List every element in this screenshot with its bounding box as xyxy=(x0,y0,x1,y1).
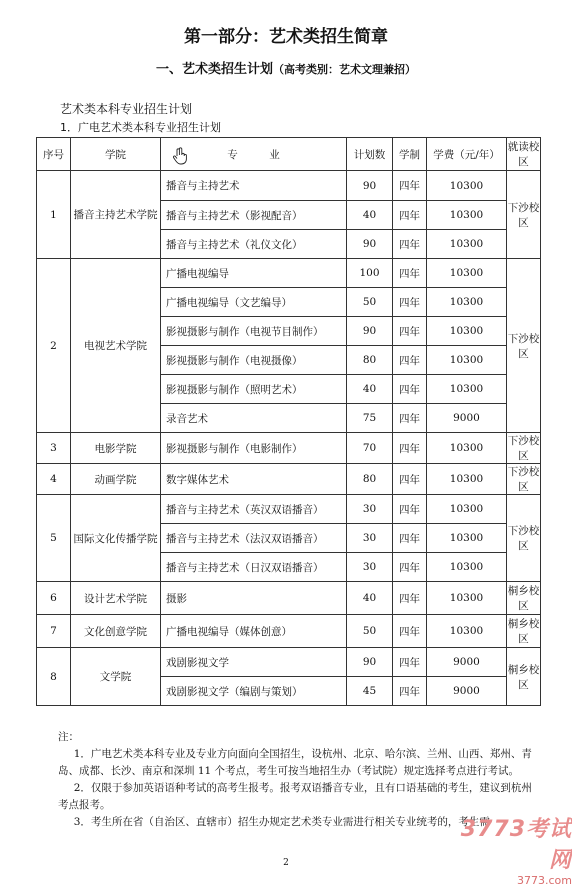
subtitle-main: 一、艺术类招生计划 xyxy=(155,62,273,77)
cell-major: 播音与主持艺术（影视配音） xyxy=(161,201,347,230)
cell-plan: 30 xyxy=(347,524,393,553)
cell-plan: 90 xyxy=(347,171,393,201)
cell-major: 播音与主持艺术（法汉双语播音） xyxy=(161,524,347,553)
cell-plan: 70 xyxy=(347,433,393,464)
cell-fee: 10300 xyxy=(427,524,507,553)
cell-fee: 10300 xyxy=(427,230,507,259)
table-row xyxy=(37,648,541,677)
hand-cursor-icon xyxy=(172,147,188,165)
cell-years: 四年 xyxy=(393,259,427,288)
cell-years: 四年 xyxy=(393,404,427,433)
cell-years: 四年 xyxy=(393,495,427,524)
cell-plan: 90 xyxy=(347,317,393,346)
cell-no: 1 xyxy=(37,171,71,259)
cell-years: 四年 xyxy=(393,582,427,615)
enrollment-plan-table xyxy=(36,137,541,706)
subsection-heading: 1．广电艺术类本科专业招生计划 xyxy=(60,121,221,134)
cell-years: 四年 xyxy=(393,464,427,495)
cell-years: 四年 xyxy=(393,433,427,464)
cell-fee: 9000 xyxy=(427,404,507,433)
table-row xyxy=(37,171,541,201)
cell-college: 动画学院 xyxy=(71,464,161,495)
table-row xyxy=(37,495,541,524)
cell-campus: 下沙校区 xyxy=(507,171,541,259)
header-plan: 计划数 xyxy=(347,138,393,171)
cell-college: 文化创意学院 xyxy=(71,615,161,648)
cell-plan: 100 xyxy=(347,259,393,288)
cell-campus: 下沙校区 xyxy=(507,259,541,433)
header-fee: 学费（元/年） xyxy=(427,138,507,171)
cell-plan: 90 xyxy=(347,648,393,677)
cell-major: 影视摄影与制作（照明艺术） xyxy=(161,375,347,404)
cell-years: 四年 xyxy=(393,553,427,582)
cell-major: 播音与主持艺术（英汉双语播音） xyxy=(161,495,347,524)
cell-fee: 10300 xyxy=(427,317,507,346)
cell-years: 四年 xyxy=(393,171,427,201)
watermark xyxy=(452,812,572,887)
header-campus: 就读校区 xyxy=(507,138,541,171)
cell-plan: 40 xyxy=(347,201,393,230)
header-years: 学制 xyxy=(393,138,427,171)
cell-years: 四年 xyxy=(393,201,427,230)
cell-fee: 10300 xyxy=(427,171,507,201)
cell-major: 影视摄影与制作（电视摄像） xyxy=(161,346,347,375)
cell-campus: 桐乡校区 xyxy=(507,648,541,706)
page-title: 第一部分：艺术类招生简章 xyxy=(184,27,388,47)
cell-major: 摄影 xyxy=(161,582,347,615)
cell-campus: 桐乡校区 xyxy=(507,615,541,648)
cell-no: 4 xyxy=(37,464,71,495)
cell-major: 播音与主持艺术（日汉双语播音） xyxy=(161,553,347,582)
cell-plan: 80 xyxy=(347,464,393,495)
cell-major: 播音与主持艺术（礼仪文化） xyxy=(161,230,347,259)
cell-fee: 10300 xyxy=(427,433,507,464)
table-header-row xyxy=(37,138,541,171)
cell-college: 播音主持艺术学院 xyxy=(71,171,161,259)
cell-years: 四年 xyxy=(393,677,427,706)
cell-major: 播音与主持艺术 xyxy=(161,171,347,201)
cell-years: 四年 xyxy=(393,648,427,677)
cell-no: 2 xyxy=(37,259,71,433)
page-number: 2 xyxy=(283,858,289,868)
subtitle-paren: （高考类别：艺术文理兼招） xyxy=(273,63,416,76)
cell-years: 四年 xyxy=(393,524,427,553)
section-heading: 艺术类本科专业招生计划 xyxy=(60,102,193,116)
cell-major: 影视摄影与制作（电视节目制作） xyxy=(161,317,347,346)
cell-plan: 45 xyxy=(347,677,393,706)
table-row xyxy=(37,259,541,288)
cell-no: 7 xyxy=(37,615,71,648)
cell-plan: 75 xyxy=(347,404,393,433)
cell-fee: 10300 xyxy=(427,375,507,404)
cell-college: 电视艺术学院 xyxy=(71,259,161,433)
cell-fee: 10300 xyxy=(427,615,507,648)
note-3: 3．考生所在省（自治区、直辖市）招生办规定艺术类专业需进行相关专业统考的，考生需 xyxy=(73,816,490,828)
cell-no: 8 xyxy=(37,648,71,706)
cell-no: 3 xyxy=(37,433,71,464)
cell-college: 文学院 xyxy=(71,648,161,706)
cell-major: 戏剧影视文学 xyxy=(161,648,347,677)
cell-plan: 40 xyxy=(347,375,393,404)
cell-years: 四年 xyxy=(393,230,427,259)
cell-fee: 10300 xyxy=(427,259,507,288)
cell-major: 广播电视编导 xyxy=(161,259,347,288)
cell-college: 电影学院 xyxy=(71,433,161,464)
cell-major: 影视摄影与制作（电影制作） xyxy=(161,433,347,464)
cell-fee: 10300 xyxy=(427,464,507,495)
cell-fee: 10300 xyxy=(427,346,507,375)
watermark-brand: 3773考试网 xyxy=(460,817,572,873)
cell-fee: 9000 xyxy=(427,648,507,677)
subtitle xyxy=(0,58,572,77)
header-no: 序号 xyxy=(37,138,71,171)
cell-major: 戏剧影视文学（编剧与策划） xyxy=(161,677,347,706)
table-row xyxy=(37,464,541,495)
cell-fee: 10300 xyxy=(427,582,507,615)
cell-years: 四年 xyxy=(393,615,427,648)
cell-years: 四年 xyxy=(393,317,427,346)
cell-college: 设计艺术学院 xyxy=(71,582,161,615)
cell-plan: 40 xyxy=(347,582,393,615)
cell-major: 广播电视编导（媒体创意） xyxy=(161,615,347,648)
table-row xyxy=(37,582,541,615)
table-row xyxy=(37,615,541,648)
watermark-url: 3773.com xyxy=(517,874,572,887)
cell-no: 5 xyxy=(37,495,71,582)
note-1: 1．广电艺术类本科专业及专业方向面向全国招生，设杭州、北京、哈尔滨、兰州、山西、郑州、青岛、成都、长沙、南京和深圳 11 个考点，考生可按当地招生办（考试院）规定选择考点进行考试。 xyxy=(58,748,532,777)
table-row xyxy=(37,433,541,464)
header-major: 专 业 xyxy=(161,138,347,171)
cell-campus: 下沙校区 xyxy=(507,433,541,464)
cell-years: 四年 xyxy=(393,375,427,404)
cell-plan: 30 xyxy=(347,495,393,524)
cell-major: 数字媒体艺术 xyxy=(161,464,347,495)
cell-campus: 桐乡校区 xyxy=(507,582,541,615)
cell-major: 录音艺术 xyxy=(161,404,347,433)
cell-college: 国际文化传播学院 xyxy=(71,495,161,582)
cell-fee: 10300 xyxy=(427,553,507,582)
cell-major: 广播电视编导（文艺编导） xyxy=(161,288,347,317)
cell-campus: 下沙校区 xyxy=(507,495,541,582)
cell-years: 四年 xyxy=(393,346,427,375)
cell-campus: 下沙校区 xyxy=(507,464,541,495)
cell-fee: 10300 xyxy=(427,288,507,317)
cell-no: 6 xyxy=(37,582,71,615)
cell-plan: 50 xyxy=(347,615,393,648)
cell-fee: 9000 xyxy=(427,677,507,706)
cell-plan: 80 xyxy=(347,346,393,375)
note-2: 2．仅限于参加英语语种考试的高考生报考。报考双语播音专业，且有口语基础的考生，建议到杭州考点报考。 xyxy=(58,782,532,811)
notes-label: 注： xyxy=(58,731,79,743)
cell-plan: 30 xyxy=(347,553,393,582)
cell-plan: 50 xyxy=(347,288,393,317)
cell-years: 四年 xyxy=(393,288,427,317)
cell-plan: 90 xyxy=(347,230,393,259)
cell-fee: 10300 xyxy=(427,495,507,524)
header-college: 学院 xyxy=(71,138,161,171)
cell-fee: 10300 xyxy=(427,201,507,230)
